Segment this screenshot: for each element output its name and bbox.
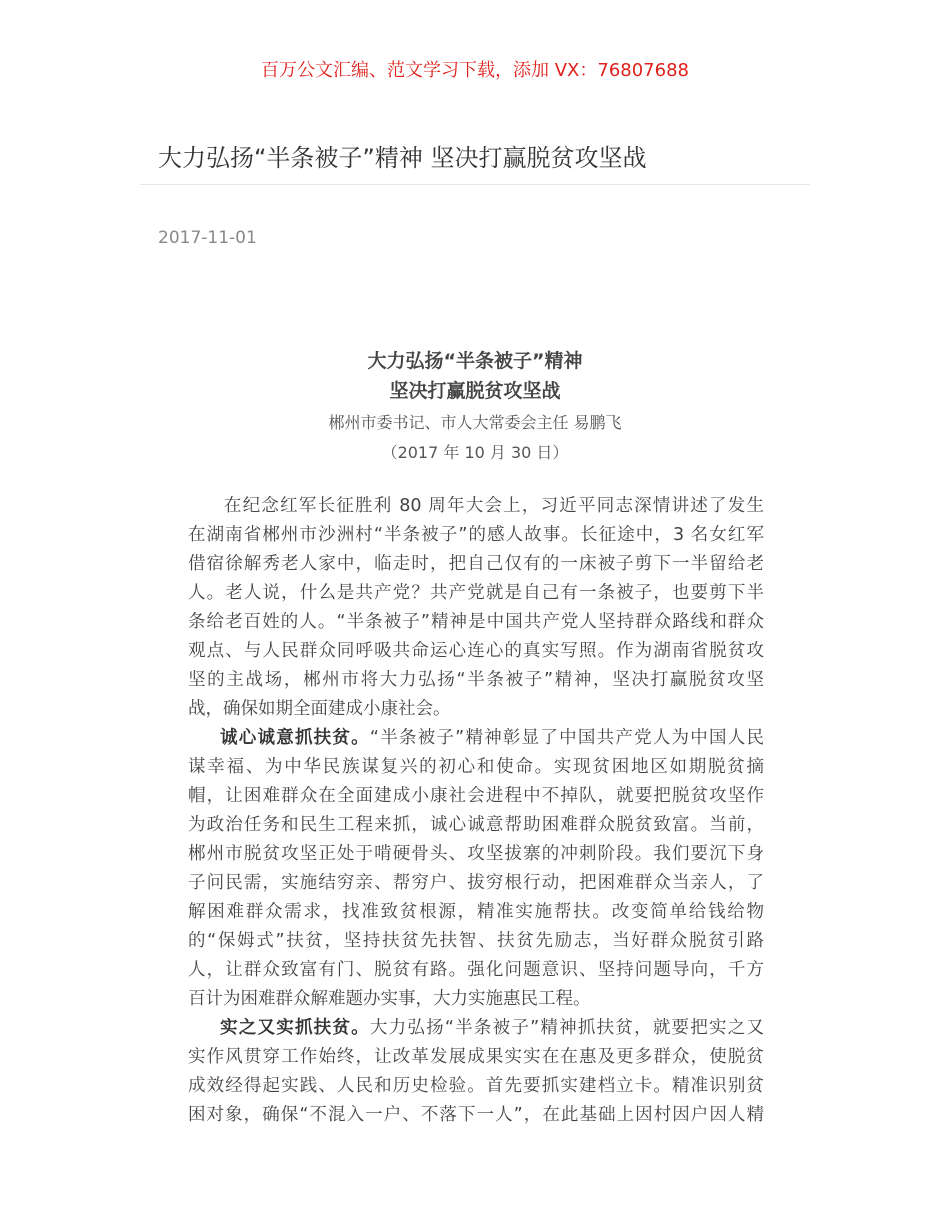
paragraph-line bbox=[188, 724, 764, 753]
paragraph-line bbox=[188, 637, 764, 666]
speech-date: （2017 年 10 月 30 日） bbox=[381, 443, 569, 462]
paragraph-line bbox=[188, 666, 764, 695]
line-text: 百计为困难群众解难题办实事，大力实施惠民工程。 bbox=[188, 989, 591, 1009]
line-text: 观点、与人民群众同呼吸共命运心连心的真实写照。作为湖南省脱贫攻 bbox=[188, 641, 764, 661]
paragraph-lead: 诚心诚意抓扶贫。 bbox=[220, 728, 370, 748]
line-text: 的“保姆式”扶贫，坚持扶贫先扶智、扶贫先励志，当好群众脱贫引路 bbox=[188, 931, 764, 951]
paragraph-line bbox=[188, 811, 764, 840]
paragraph-line bbox=[188, 782, 764, 811]
paragraph-line bbox=[188, 840, 764, 869]
line-text: 解困难群众需求，找准致贫根源，精准实施帮扶。改变简单给钱给物 bbox=[188, 902, 764, 922]
line-text: 帽，让困难群众在全面建成小康社会进程中不掉队，就要把脱贫攻坚作 bbox=[188, 786, 764, 806]
line-text: 人，让群众致富有门、脱贫有路。强化问题意识、坚持问题导向，千方 bbox=[188, 960, 764, 980]
article-author: 郴州市委书记、市人大常委会主任 易鹏飞 bbox=[328, 413, 622, 432]
line-text: 借宿徐解秀老人家中，临走时，把自己仅有的一床被子剪下一半留给老 bbox=[188, 554, 764, 574]
paragraph-line bbox=[188, 869, 764, 898]
line-text: 为政治任务和民生工程来抓，诚心诚意帮助困难群众脱贫致富。当前， bbox=[188, 815, 764, 835]
paragraph-line bbox=[188, 1043, 764, 1072]
line-text: 战，确保如期全面建成小康社会。 bbox=[188, 699, 451, 719]
page-title: 大力弘扬“半条被子”精神 坚决打赢脱贫攻坚战 bbox=[158, 144, 647, 172]
paragraph-line bbox=[188, 927, 764, 956]
line-text: 实作风贯穿工作始终，让改革发展成果实实在在惠及更多群众，使脱贫 bbox=[188, 1047, 764, 1067]
promo-banner: 百万公文汇编、范文学习下载，添加 VX：76807688 bbox=[261, 60, 689, 81]
paragraph-line bbox=[188, 579, 764, 608]
paragraph-line bbox=[188, 550, 764, 579]
publish-date: 2017-11-01 bbox=[158, 228, 257, 248]
paragraph-line bbox=[188, 521, 764, 550]
paragraph-line bbox=[188, 1101, 764, 1130]
paragraph-line bbox=[188, 1072, 764, 1101]
paragraph-lead: 实之又实抓扶贫。 bbox=[220, 1018, 370, 1038]
line-text: 郴州市脱贫攻坚正处于啃硬骨头、攻坚拔寨的冲刺阶段。我们要沉下身 bbox=[188, 844, 764, 864]
paragraph-line bbox=[188, 695, 764, 724]
paragraph-line bbox=[188, 608, 764, 637]
line-text: 条给老百姓的人。“半条被子”精神是中国共产党人坚持群众路线和群众 bbox=[188, 612, 764, 632]
line-text: 坚的主战场，郴州市将大力弘扬“半条被子”精神，坚决打赢脱贫攻坚 bbox=[188, 670, 764, 690]
line-text: 谋幸福、为中华民族谋复兴的初心和使命。实现贫困地区如期脱贫摘 bbox=[188, 757, 764, 777]
line-text: 成效经得起实践、人民和历史检验。首先要抓实建档立卡。精准识别贫 bbox=[188, 1076, 764, 1096]
line-text: “半条被子”精神彰显了中国共产党人为中国人民 bbox=[369, 728, 764, 748]
paragraph-line bbox=[188, 985, 764, 1014]
paragraph-line bbox=[188, 956, 764, 985]
article-heading-line1: 大力弘扬“半条被子”精神 bbox=[367, 350, 583, 372]
line-text: 困对象，确保“不混入一户、不落下一人”，在此基础上因村因户因人精 bbox=[188, 1105, 764, 1125]
line-text: 在纪念红军长征胜利 80 周年大会上，习近平同志深情讲述了发生 bbox=[224, 496, 764, 516]
article-heading-line2: 坚决打赢脱贫攻坚战 bbox=[389, 380, 561, 402]
paragraph-line bbox=[188, 492, 764, 521]
title-divider bbox=[140, 184, 810, 185]
line-text: 人。老人说，什么是共产党？共产党就是自己有一条被子，也要剪下半 bbox=[188, 583, 764, 603]
line-text: 在湖南省郴州市沙洲村“半条被子”的感人故事。长征途中，3 名女红军 bbox=[188, 525, 764, 545]
article-body bbox=[188, 492, 764, 1130]
paragraph-line bbox=[188, 898, 764, 927]
line-text: 子问民需，实施结穷亲、帮穷户、拔穷根行动，把困难群众当亲人，了 bbox=[188, 873, 764, 893]
paragraph-line bbox=[188, 753, 764, 782]
line-text: 大力弘扬“半条被子”精神抓扶贫，就要把实之又 bbox=[369, 1018, 764, 1038]
paragraph-line bbox=[188, 1014, 764, 1043]
